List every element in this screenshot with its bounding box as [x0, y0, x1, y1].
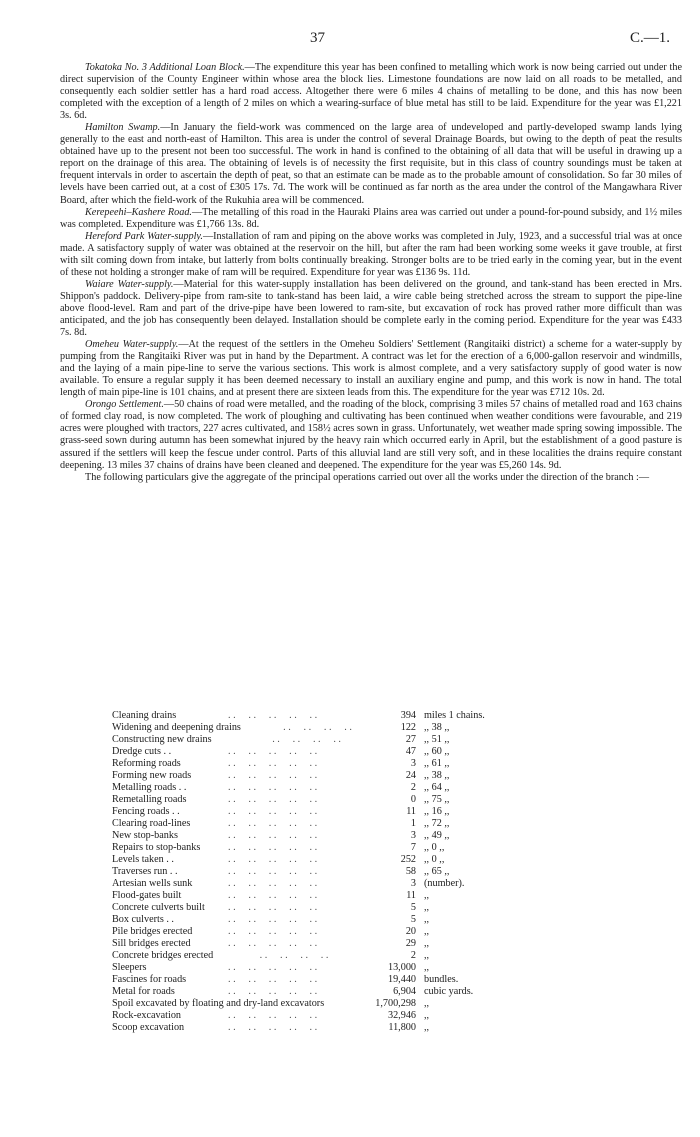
operation-unit: ,, 64 ,,	[424, 782, 450, 794]
operation-unit: ,, 75 ,,	[424, 794, 450, 806]
leader-dots: . . . . . . . . . .	[228, 914, 318, 926]
operation-unit: ,, 49 ,,	[424, 830, 450, 842]
table-row	[112, 1010, 612, 1022]
operation-unit: miles 1 chains.	[424, 710, 485, 721]
table-row	[112, 758, 612, 770]
operation-value: 58	[405, 866, 416, 878]
operation-label: Repairs to stop-banks	[112, 842, 201, 854]
operation-unit: ,,	[424, 1010, 430, 1022]
paragraph-text: —In January the field-work was commenced on the large area of undeveloped and partly-developed swamp lands lying generally to the east and north-east of Hamilton. This area is under the control of several Drainage Boards, but owing to the depth of peat the results obtained have up to the present not been too successful. The work in hand is confined to the obtaining of all data that will be useful in drawing up a report on the drainage of this area. The obtaining of levels is of necessity the first requisite, but in this class of country soundings must be taken at frequent intervals in order to ascertain the depth of peat, so that an estimate can be made as to the probable amount of consolidation. So far 30 miles of levels have been carried out, at a cost of £305 17s. 7d. The work will be continued as far north as the area under the control of the Mangawhara River Board, after which the field-work of the Rukuhia area will be commenced.	[60, 122, 683, 206]
operation-label: Traverses run . .	[112, 866, 178, 878]
paragraph-orongo	[60, 399, 682, 471]
leader-dots: . . . . . . . . . .	[228, 818, 318, 830]
table-row	[112, 734, 612, 746]
operation-label: Forming new roads	[112, 770, 192, 782]
paragraph-title: Hereford Park Water-supply.	[85, 230, 203, 242]
operation-unit: ,, 72 ,,	[424, 818, 450, 830]
table-row	[112, 842, 612, 854]
operation-unit: ,, 16 ,,	[424, 806, 450, 818]
operation-unit: (number).	[424, 878, 465, 890]
leader-dots: . . . . . . . . . .	[228, 962, 318, 974]
table-row	[112, 890, 612, 902]
leader-dots: . . . . . . . . . .	[228, 902, 318, 914]
paragraph-text: The following particulars give the aggregate of the principal operations carried out over all the works under the direction of the branch :—	[85, 471, 650, 483]
operation-value: 0	[410, 794, 416, 806]
leader-dots: . . . . . . . .	[262, 734, 341, 746]
operation-label: Cleaning drains	[112, 710, 177, 721]
paragraph-hamilton-swamp	[60, 122, 682, 206]
operation-unit: bundles.	[424, 974, 459, 986]
operation-label: Concrete culverts built	[112, 902, 205, 914]
operation-unit: ,,	[424, 938, 430, 950]
paragraph-title: Omeheu Water-supply.	[85, 339, 179, 351]
paragraph-text: —Installation of ram and piping on the above works was completed in July, 1923, and a successful trial was at once made. A satisfactory supply of water was obtained at the reservoir on the hill, but after the ram had been working some weeks it gave trouble, at first with silt coming down from intake, but latterly from bolts continually breaking. Stronger bolts are to be tried early in the coming year, but in the event of these not holding a stronger make of ram will be required. Expenditure for year was £136 9s. 11d.	[60, 230, 683, 278]
paragraph-title: Hamilton Swamp.	[85, 122, 161, 134]
paragraph-text: —50 chains of road were metalled, and the roading of the block, comprising 3 miles 57 chains of metalled road and 163 chains of formed clay road, is now completed. The work of ploughing and cultivating has been continued when weather conditions were favourable, and 219 acres were ploughed with tractors, 227 acres cultivated, and 158½ acres sown in grass. Unfortunately, wet weather made spring sowing impossible. The grass-seed sown during autumn has been somewhat injured by the heavy rain which occurred early in April, but the establishment of a good pasture is assured if the settlers will keep the fescue under control. Parts of this alluvial land are still very soft, and in these localities the drains require constant deepening. 13 miles 37 chains of drains have been cleaned and deepened. The expenditure for the year was £5,260 14s. 9d.	[60, 399, 683, 471]
operation-value: 3	[410, 878, 416, 890]
operation-label: Widening and deepening drains	[112, 722, 241, 734]
leader-dots: . . . . . . . . . .	[228, 878, 318, 890]
operation-label: Clearing road-lines	[112, 818, 191, 830]
table-row	[112, 986, 612, 998]
table-row	[112, 866, 612, 878]
operation-label: Artesian wells sunk	[112, 878, 193, 890]
operation-value: 252	[400, 854, 416, 866]
operation-value: 2	[410, 950, 416, 962]
operation-label: Fascines for roads	[112, 974, 187, 986]
operation-value: 1	[410, 818, 416, 830]
page-header	[0, 30, 700, 50]
leader-dots: . . . . . . . . . .	[228, 938, 318, 950]
leader-dots: . . . . . . . . . .	[228, 926, 318, 938]
paragraph-text: —Material for this water-supply installation has been delivered on the ground, and tank-stand has been erected in Mrs. Shippon's paddock. Delivery-pipe from ram-site to tank-stand has been laid, a wire cable being stretched across the stream to support the pipe-line above flood-level. Ram and part of the drive-pipe have been lowered to ram-site, but excavation of rock has proved rather more difficult than was anticipated, and the job has consequently been delayed. Installation should be complete early in the coming period. Expenditure for the year was £433 7s. 8d.	[60, 278, 682, 339]
operation-value: 11,800	[388, 1022, 416, 1034]
table-row	[112, 962, 612, 974]
operation-unit: ,,	[424, 890, 430, 902]
leader-dots: . . . . . . . . . .	[228, 746, 318, 758]
paragraph-title: Kerepeehi–Kashere Road.	[85, 206, 192, 218]
leader-dots: . . . . . . . . . .	[228, 770, 318, 782]
operation-label: Fencing roads . .	[112, 806, 180, 818]
paragraph-kerepeehi-road	[60, 207, 682, 231]
table-row	[112, 818, 612, 830]
leader-dots: . . . . . . . . . .	[228, 794, 318, 806]
operation-label: Sleepers	[112, 962, 147, 974]
operation-unit: ,,	[424, 950, 430, 962]
paragraph-waiare	[60, 279, 682, 339]
leader-dots: . . . . . . . . . .	[228, 1010, 318, 1022]
operation-value: 27	[405, 734, 416, 746]
table-row	[112, 770, 612, 782]
table-row	[112, 1022, 612, 1034]
operation-label: Sill bridges erected	[112, 938, 191, 950]
paragraph-text: —At the request of the settlers in the Omeheu Soldiers' Settlement (Rangitaiki district) a scheme for a water-supply by pumping from the Rangitaiki River was put in hand by the Department. A contract was let for the erection of a 6,000-gallon reservoir and windmills, and the laying of a main pipe-line to serve the various sections. This work is almost complete, and a very satisfactory supply of good water is now available. To ensure a regular supply it has been deemed necessary to install an auxiliary engine and pump, and this work is now in hand. The total length of main pipe-line is 101 chains, and at present there are sixteen leads from this. The expenditure for the year was £712 10s. 2d.	[60, 339, 682, 399]
paragraph-hereford-park	[60, 231, 682, 279]
operation-label: Box culverts . .	[112, 914, 174, 926]
operation-value: 122	[400, 722, 416, 734]
table-row	[112, 746, 612, 758]
operation-unit: ,, 38 ,,	[424, 722, 450, 734]
operation-value: 3	[410, 830, 416, 842]
operation-unit: ,, 38 ,,	[424, 770, 450, 782]
operation-value: 29	[405, 938, 416, 950]
operations-table	[112, 710, 612, 1034]
leader-dots: . . . . . . . . . .	[228, 1022, 318, 1034]
operation-label: Metal for roads	[112, 986, 175, 998]
operation-label: Pile bridges erected	[112, 926, 193, 938]
operation-label: Remetalling roads	[112, 794, 187, 806]
operation-value: 5	[410, 914, 416, 926]
paragraph-text: —The expenditure this year has been confined to metalling which work is now being carried out under the direct supervision of the County Engineer within whose area the block lies. Limestone foundations are now laid on all roads to be metalled, and consequently each soldier settler has a hard road access. Altogether there were 6 miles 4 chains of metalling to be done, and this has now been completed with the exception of a length of 2 miles on which a wearing-surface of blue metal has still to be laid. Expenditure for the year was £1,221 3s. 6d.	[60, 62, 682, 122]
paragraph-title: Waiare Water-supply.	[85, 278, 174, 290]
table-row	[112, 710, 612, 722]
paragraph-tokatoka	[60, 62, 682, 122]
operation-value: 5	[410, 902, 416, 914]
leader-dots: . . . . . . . . . .	[228, 974, 318, 986]
operation-unit: ,,	[424, 902, 430, 914]
operation-label: Dredge cuts . .	[112, 746, 172, 758]
leader-dots: . . . . . . . . . .	[228, 830, 318, 842]
operation-value: 3	[410, 758, 416, 770]
operation-value: 2	[410, 782, 416, 794]
operation-unit: ,,	[424, 998, 430, 1010]
table-row	[112, 926, 612, 938]
leader-dots: . . . . . . . . . .	[228, 866, 318, 878]
leader-dots: . . . . . . . .	[278, 722, 352, 734]
table-row	[112, 794, 612, 806]
operation-unit: cubic yards.	[424, 986, 474, 998]
operation-label: Scoop excavation	[112, 1022, 185, 1034]
operation-label: Metalling roads . .	[112, 782, 187, 794]
table-row	[112, 914, 612, 926]
operation-unit: ,, 65 ,,	[424, 866, 450, 878]
operation-label: Reforming roads	[112, 758, 181, 770]
operation-unit: ,,	[424, 914, 430, 926]
operation-label: Rock-excavation	[112, 1010, 182, 1022]
table-row	[112, 854, 612, 866]
operation-unit: ,, 0 ,,	[424, 854, 445, 866]
operation-value: 24	[405, 770, 416, 782]
leader-dots: . . . . . . . . . .	[228, 758, 318, 770]
operation-label: Flood-gates built	[112, 890, 182, 902]
table-row	[112, 722, 612, 734]
leader-dots: . . . . . . . . . .	[228, 842, 318, 854]
operation-unit: ,, 61 ,,	[424, 758, 450, 770]
operation-unit: ,, 51 ,,	[424, 734, 450, 746]
operation-label: New stop-banks	[112, 830, 178, 842]
operation-value: 1,700,298	[375, 998, 416, 1010]
table-row	[112, 938, 612, 950]
table-row	[112, 902, 612, 914]
leader-dots: . . . . . . . .	[252, 950, 329, 962]
paragraph-text: —The metalling of this road in the Hauraki Plains area was carried out under a pound-for-pound subsidy, and 1½ miles was completed. Expenditure was £1,766 13s. 8d.	[60, 206, 682, 230]
operation-unit: ,,	[424, 1022, 430, 1034]
operation-value: 20	[405, 926, 416, 938]
document-reference: C.—1.	[629, 30, 670, 46]
operation-value: 47	[405, 746, 416, 758]
page-number: 37	[310, 30, 325, 46]
table-row	[112, 806, 612, 818]
table-row	[112, 782, 612, 794]
operation-label: Concrete bridges erected	[112, 950, 214, 962]
leader-dots: . . . . . . . . . .	[228, 782, 318, 794]
operation-unit: ,, 0 ,,	[424, 842, 445, 854]
leader-dots: . . . . . . . . . .	[228, 986, 318, 998]
paragraph-title: Orongo Settlement.	[85, 399, 164, 411]
operation-unit: ,,	[424, 962, 430, 974]
leader-dots: . . . . . . . . . .	[228, 710, 318, 721]
operation-value: 32,946	[387, 1010, 416, 1022]
operation-unit: ,,	[424, 926, 430, 938]
table-row	[112, 878, 612, 890]
paragraph-omeheu	[60, 339, 682, 399]
table-row	[112, 950, 612, 962]
operation-value: 13,000	[387, 962, 416, 974]
operation-label: Constructing new drains	[112, 734, 212, 746]
leader-dots: . . . . . . . . . .	[228, 890, 318, 902]
operation-value: 394	[400, 710, 416, 721]
operation-value: 19,440	[387, 974, 416, 986]
table-row	[112, 998, 612, 1010]
operation-unit: ,, 60 ,,	[424, 746, 450, 758]
operation-value: 7	[410, 842, 416, 854]
operation-value: 11	[406, 806, 416, 818]
leader-dots: . . . . . . . . . .	[228, 854, 318, 866]
operation-value: 6,904	[393, 986, 416, 998]
paragraph-particulars-intro	[60, 472, 682, 484]
table-row	[112, 830, 612, 842]
operation-label: Spoil excavated by floating and dry-land excavators	[112, 998, 325, 1010]
leader-dots: . . . . . . . . . .	[228, 806, 318, 818]
paragraph-title: Tokatoka No. 3 Additional Loan Block.	[85, 62, 245, 73]
table-row	[112, 974, 612, 986]
operation-value: 11	[406, 890, 416, 902]
body-text	[60, 62, 682, 484]
operation-label: Levels taken . .	[112, 854, 174, 866]
